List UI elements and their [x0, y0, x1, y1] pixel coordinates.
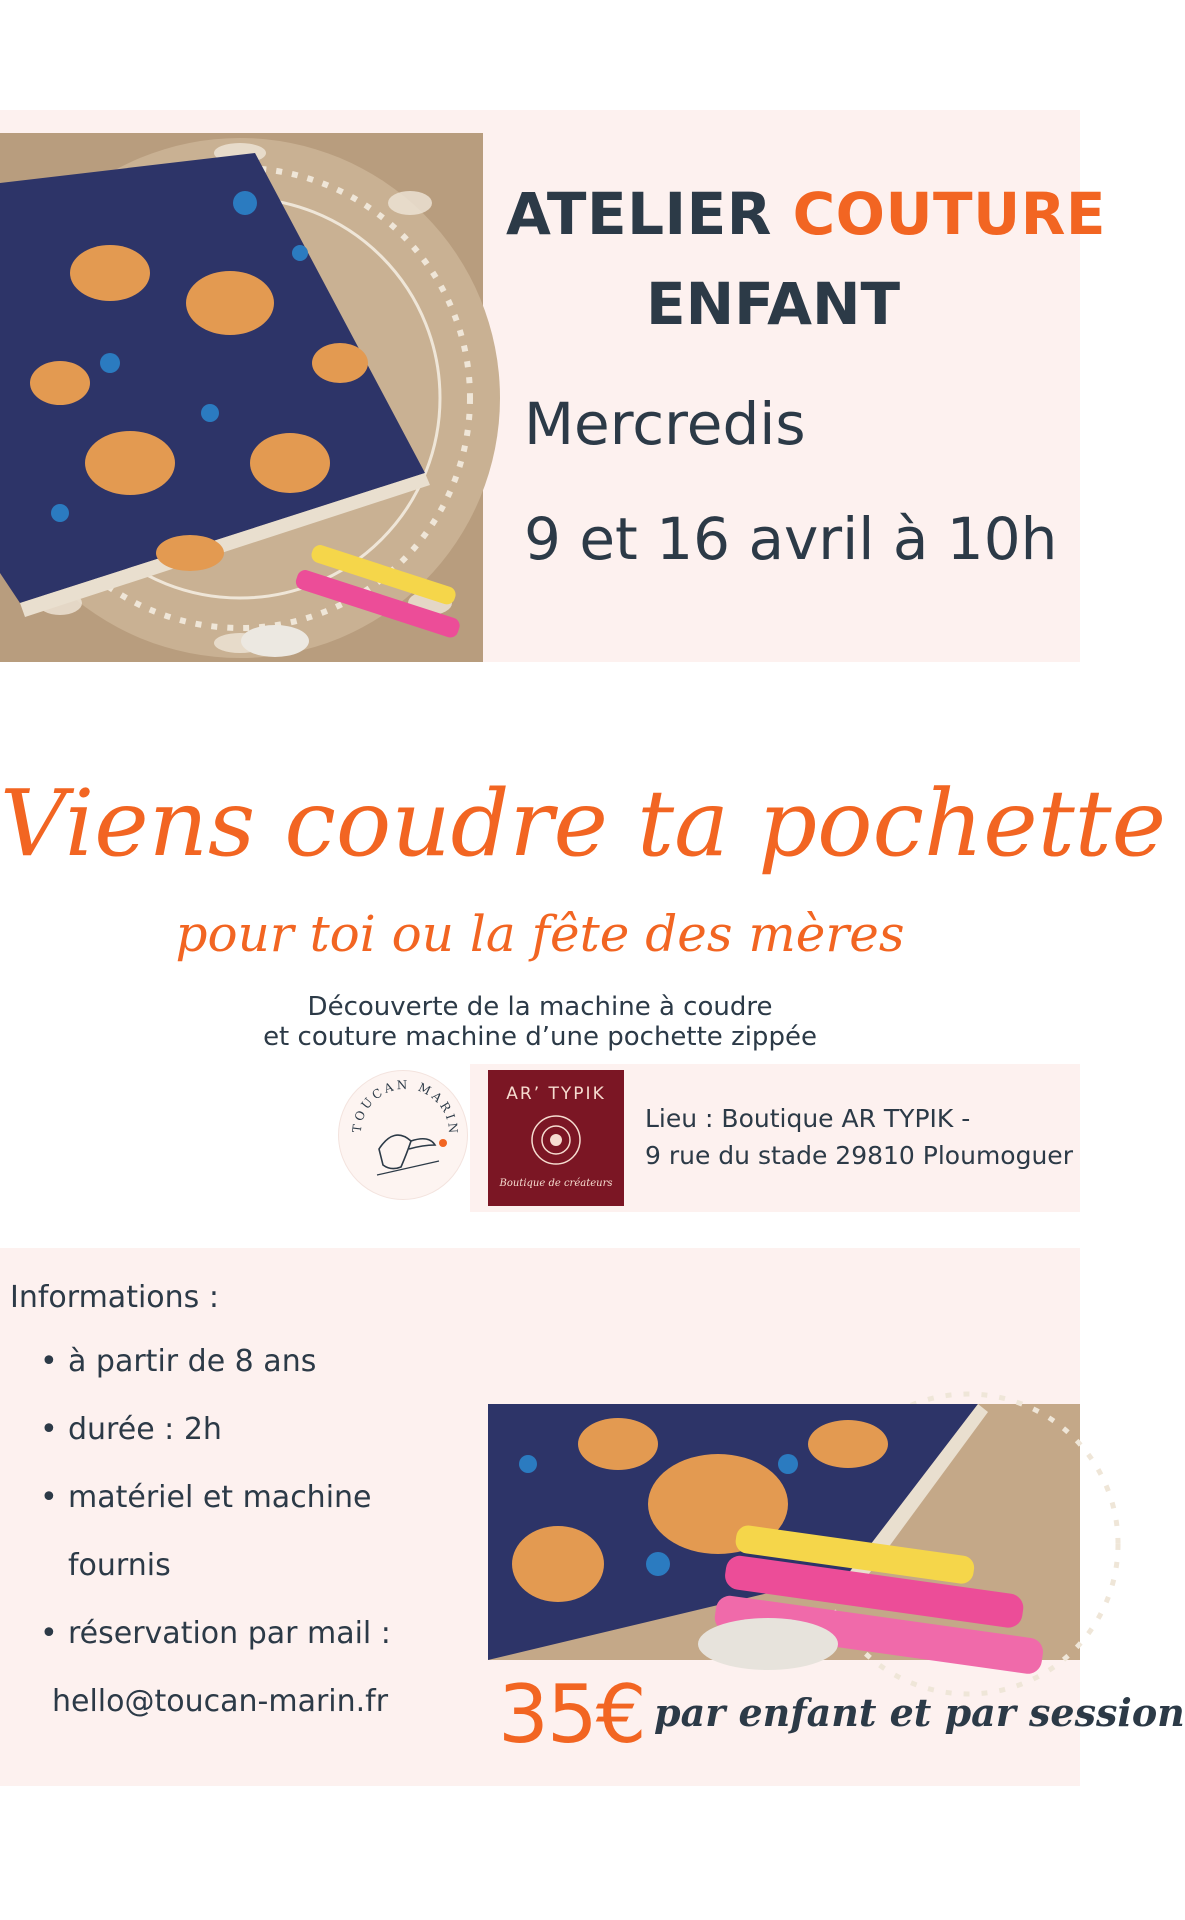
description-line-1: Découverte de la machine à coudre [307, 992, 773, 1022]
toucan-marin-logo [338, 1070, 468, 1200]
headline: Viens coudre ta pochette [0, 770, 1167, 877]
bullet-icon: • [40, 1412, 58, 1447]
date-schedule: 9 et 16 avril à 10h [524, 505, 1058, 573]
info-item-text: matériel et machine [68, 1480, 372, 1515]
info-item-duration [40, 1412, 222, 1447]
info-item-age [40, 1344, 316, 1379]
title-accent-word: COUTURE [792, 180, 1107, 248]
description-line-2: et couture machine d’une pochette zippée [263, 1022, 817, 1052]
info-item-material-cont: fournis [68, 1548, 171, 1583]
info-title: Informations : [10, 1280, 219, 1315]
bullet-icon: • [40, 1344, 58, 1379]
title-word: ATELIER [506, 180, 772, 248]
artypik-wordmark: AR’ TYPIK [506, 1084, 606, 1104]
pouch-photo-top [0, 133, 483, 662]
artypik-logo [488, 1070, 624, 1206]
info-item-text: à partir de 8 ans [68, 1344, 317, 1379]
bullet-icon: • [40, 1480, 58, 1515]
info-item-text: durée : 2h [68, 1412, 222, 1447]
workshop-title-line-2: ENFANT [646, 270, 901, 338]
info-item-material [40, 1480, 372, 1515]
price-amount: 35€ [498, 1668, 645, 1761]
artypik-tagline: Boutique de créateurs [499, 1178, 613, 1189]
toucan-marin-wordmark: TOUCAN MARIN [349, 1077, 461, 1137]
price-note: par enfant et par session [654, 1690, 1185, 1735]
date-days: Mercredis [524, 390, 806, 458]
subheadline: pour toi ou la fête des mères [175, 905, 905, 963]
info-item-text: réservation par mail : [68, 1616, 391, 1651]
workshop-title [506, 180, 1106, 248]
info-item-booking [40, 1616, 391, 1651]
bullet-icon: • [40, 1616, 58, 1651]
pouch-photo-bottom [488, 1404, 1080, 1660]
booking-email[interactable]: hello@toucan-marin.fr [52, 1684, 389, 1719]
svg-text:TOUCAN MARIN [350, 1078, 461, 1137]
location-line-1: Lieu : Boutique AR TYPIK - [645, 1104, 971, 1133]
location-line-2: 9 rue du stade 29810 Ploumoguer [645, 1141, 1073, 1170]
